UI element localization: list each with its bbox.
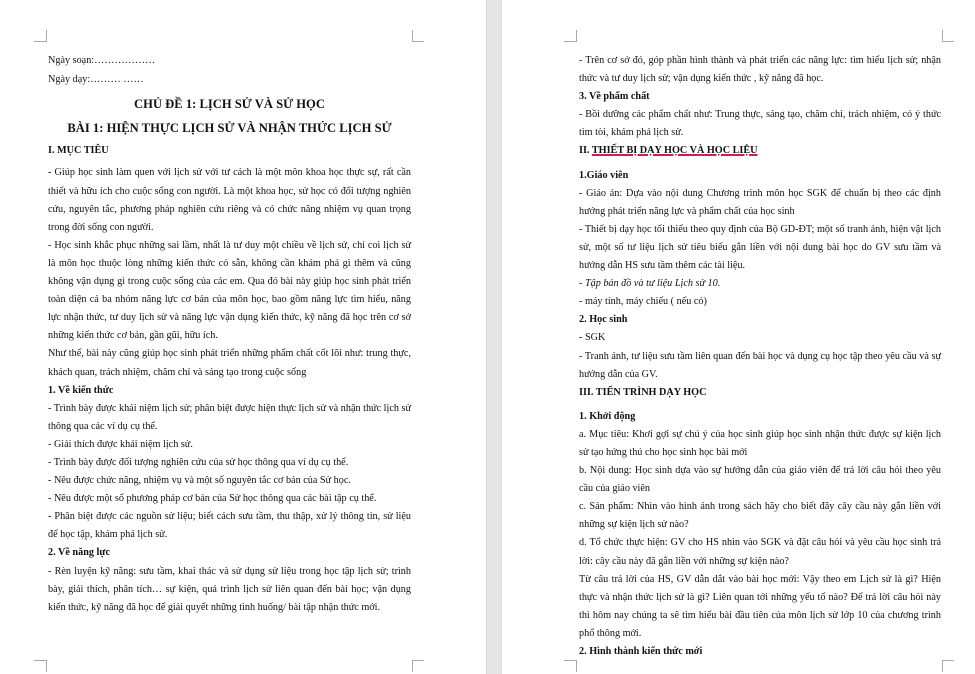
crop-mark <box>942 660 943 672</box>
topic-title: CHỦ ĐỀ 1: LỊCH SỬ VÀ SỬ HỌC <box>134 97 325 112</box>
crop-mark <box>942 30 943 42</box>
knowledge-item: - Phân biệt được các nguồn sử liệu; biết cách sưu tầm, thu thập, xử lý thông tin, sử liệu để học tập, khám phá lịch sử. <box>48 511 411 541</box>
skills-item: - Rèn luyện kỹ năng: sưu tầm, khai thác và sử dụng sử liệu trong học tập lịch sử; trình bày, giải thích, phân tích… sự kiện, quá trình lịch sử liên quan đến bài học; vận dụng kiến thức, kỹ năng đã học để giải quyết những tình huống/ bài tập nhận thức mới. <box>48 565 411 613</box>
knowledge-item: - Nêu được một số phương pháp cơ bản của Sử học thông qua các bài tập cụ thể. <box>48 493 377 505</box>
qualities-item: - Bồi dưỡng các phẩm chất như: Trung thực, sáng tạo, chăm chỉ, trách nhiệm, có ý thức tìm tòi, khám phá lịch sử. <box>579 109 941 139</box>
crop-mark <box>34 660 46 661</box>
startup-item: d. Tổ chức thực hiện: GV cho HS nhìn vào SGK và đặt câu hỏi và yêu cầu học sinh trả lời: cây cầu này đã gắn liền với những sự kiện nào? <box>579 537 941 567</box>
teacher-item: - Tập bản đồ và tư liệu Lịch sử 10. <box>579 278 721 290</box>
crop-mark <box>412 660 413 672</box>
teacher-heading: 1.Giáo viên <box>579 169 629 181</box>
knowledge-heading: 1. Về kiến thức <box>48 384 114 396</box>
crop-mark <box>412 41 424 42</box>
page-1-body[interactable] <box>48 52 411 617</box>
startup-item: c. Sản phẩm: Nhìn vào hình ảnh trong sách hãy cho biết đây cây cầu này gắn liền với những sự kiện lịch sử nào? <box>579 501 941 531</box>
section-equipment-number: II. <box>579 145 592 157</box>
teacher-item: - Thiết bị dạy học tối thiểu theo quy định của Bộ GD-ĐT; một số tranh ảnh, hiện vật lịch sử, một số tư liệu lịch sử tiêu biểu gắn liền với nội dung bài học do GV sưu tầm và hướng dẫn HS sưu tầm thêm các tài liệu. <box>579 223 941 272</box>
crop-mark <box>412 660 424 661</box>
intro-paragraph: - Giúp học sinh làm quen với lịch sử với tư cách là một môn khoa học thực sự, rất cần thiết và hữu ích cho cuộc sống con người. Là một khoa học, sử học có đối tượng nghiên cứu, nguyên tắc, phương pháp nghiên cứu riêng và có chức năng nhiệm vụ quan trọng trong đời sống con người. <box>48 167 411 233</box>
crop-mark <box>942 41 954 42</box>
date-taught: Ngày dạy:……… …… <box>48 74 144 86</box>
new-knowledge-heading: 2. Hình thành kiến thức mới <box>579 646 703 657</box>
crop-mark <box>34 41 46 42</box>
startup-item: a. Mục tiêu: Khơi gợi sự chú ý của học sinh giúp học sinh nhận thức được sự kiện lịch sử tạo hứng thú cho học sinh học bài mới <box>579 428 941 458</box>
crop-mark <box>412 30 413 42</box>
section-objectives-heading: I. MỤC TIÊU <box>48 145 109 157</box>
knowledge-item: - Trình bày được đối tượng nghiên cứu của sử học thông qua ví dụ cụ thể. <box>48 456 349 468</box>
crop-mark <box>46 30 47 42</box>
page-2-body[interactable] <box>579 52 941 661</box>
knowledge-item: - Giải thích được khái niệm lịch sử. <box>48 438 193 450</box>
crop-mark <box>564 660 576 661</box>
teacher-item: - máy tính, máy chiếu ( nếu có) <box>579 296 707 308</box>
crop-mark <box>576 660 577 672</box>
intro-paragraph: - Học sinh khắc phục những sai lầm, nhất là tư duy một chiều về lịch sử, chỉ coi lịch sử là môn học thuộc lòng những kiến thức có sẵn, không cần khám phá gì thêm và cũng không vận dụng gì trong cuộc sống của các em. Qua đó bài này giúp học sinh phát triển toàn diện cả ba nhóm năng lực cơ bản của môn học, bao gồm năng lực tìm hiểu, năng lực nhận thức, tư duy lịch sử và năng lực vận dụng kiến thức, kỹ năng đã học trên cơ sở những kiến thức cơ bản, gần gũi, hữu ích. <box>48 239 411 342</box>
crop-mark <box>564 41 576 42</box>
skills-item: - Trên cơ sở đó, góp phần hình thành và phát triển các năng lực: tìm hiểu lịch sử; nhận thức và tư duy lịch sử; vận dụng kiến thức , kỹ năng đã học. <box>579 55 941 85</box>
teacher-item: - Giáo án: Dựa vào nội dung Chương trình môn học SGK để chuẩn bị theo các định hướng phát triển năng lực và phẩm chất của học sinh <box>579 187 941 217</box>
student-heading: 2. Học sinh <box>579 314 628 326</box>
document-page-1 <box>0 0 486 674</box>
section-equipment-title: THIẾT BỊ DẠY HỌC VÀ HỌC LIỆU <box>591 145 758 157</box>
knowledge-item: - Nêu được chức năng, nhiệm vụ và một số nguyên tắc cơ bản của Sử học. <box>48 475 351 487</box>
date-prepared: Ngày soạn:……………… <box>48 55 156 66</box>
knowledge-item: - Trình bày được khái niệm lịch sử; phân biệt được hiện thực lịch sử và nhận thức lịch sử thông qua các ví dụ cụ thể. <box>48 402 411 432</box>
document-page-2 <box>502 0 975 674</box>
lesson-title: BÀI 1: HIỆN THỰC LỊCH SỬ VÀ NHẬN THỨC LỊCH SỬ <box>67 121 392 136</box>
skills-heading: 2. Về năng lực <box>48 547 110 559</box>
section-equipment-heading <box>579 142 941 160</box>
section-process-heading: III. TIẾN TRÌNH DẠY HỌC <box>579 386 707 398</box>
student-item: - Tranh ảnh, tư liệu sưu tầm liên quan đến bài học và dụng cụ học tập theo yêu cầu và sự hướng dẫn của GV. <box>579 350 941 380</box>
startup-heading: 1. Khởi động <box>579 410 636 422</box>
crop-mark <box>942 660 954 661</box>
qualities-heading: 3. Về phẩm chất <box>579 91 650 103</box>
crop-mark <box>46 660 47 672</box>
startup-item: b. Nội dung: Học sinh dựa vào sự hướng dẫn của giáo viên để trả lời câu hỏi theo yêu cầu của giáo viên <box>579 465 941 495</box>
startup-item: Từ câu trả lời của HS, GV dẫn dắt vào bài học mới: Vậy theo em Lịch sử là gì? Hiện thực và nhận thức lịch sử là gì? Liên quan tới những yếu tố nào? Để trả lời câu hỏi này thì hôm nay chúng ta sẽ tìm hiểu bài đầu tiên của môn lịch sử lớp 10 của chương trình phổ thông mới. <box>579 573 941 639</box>
student-item: - SGK <box>579 332 606 344</box>
intro-paragraph: Như thế, bài này cũng giúp học sinh phát triển những phẩm chất cốt lõi như: trung thực, khách quan, trách nhiệm, chăm chỉ và sáng tạo trong cuộc sống <box>48 348 411 378</box>
crop-mark <box>576 30 577 42</box>
